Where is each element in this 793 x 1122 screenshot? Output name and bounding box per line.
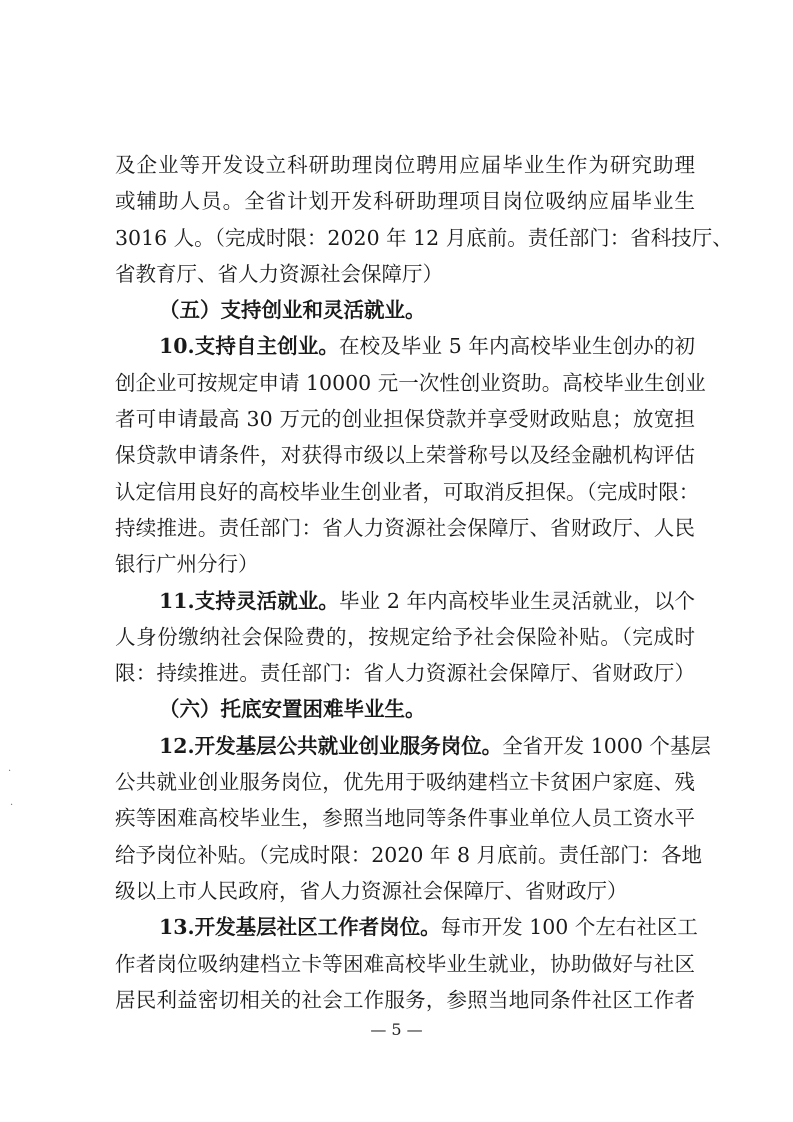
text-line (115, 837, 703, 873)
line-text: 创企业可按规定申请 10000 元一次性创业资助。高校毕业生创业 (115, 370, 706, 395)
line-text: 居民利益密切相关的社会工作服务，参照当地同条件社区工作者 (115, 987, 695, 1012)
line-text: 级以上市人民政府，省人力资源社会保障厅、省财政厅） (115, 878, 628, 903)
text-line (115, 583, 695, 619)
line-text: 限：持续推进。责任部门：省人力资源社会保障厅、省财政厅） (115, 661, 695, 686)
line-text: 持续推进。责任部门：省人力资源社会保障厅、省财政厅、人民 (115, 515, 695, 540)
text-line (115, 655, 695, 691)
text-line (115, 982, 695, 1018)
bold-heading: （五）支持创业和灵活就业。 (159, 298, 426, 323)
line-text: 毕业 2 年内高校毕业生灵活就业，以个 (339, 588, 695, 613)
text-line (115, 328, 695, 364)
text-line (115, 256, 695, 292)
line-text: 省教育厅、省人力资源社会保障厅） (115, 261, 443, 286)
line-text: 作者岗位吸纳建档立卡等困难高校毕业生就业，协助做好与社区 (115, 951, 695, 976)
text-line (115, 946, 695, 982)
line-text: 银行广州分行） (115, 552, 259, 577)
text-line (115, 183, 695, 219)
text-line (115, 401, 695, 437)
line-text: 给予岗位补贴。（完成时限：2020 年 8 月底前。责任部门：各地 (115, 842, 703, 867)
bold-heading: 12.开发基层公共就业创业服务岗位。 (159, 733, 503, 758)
line-text: 者可申请最高 30 万元的创业担保贷款并享受财政贴息；放宽担 (115, 407, 695, 432)
text-line (115, 510, 695, 546)
text-line (115, 292, 695, 328)
text-line (115, 909, 698, 945)
text-line (115, 728, 711, 764)
line-text: 保贷款申请条件，对获得市级以上荣誉称号以及经金融机构评估 (115, 443, 695, 468)
bold-heading: 10.支持自主创业。 (159, 334, 340, 359)
text-line (115, 546, 695, 582)
text-line (115, 691, 695, 727)
text-line (115, 220, 733, 256)
line-text: 全省开发 1000 个基层 (502, 733, 711, 758)
scan-mark: · (10, 800, 14, 811)
document-body (115, 147, 733, 1018)
bold-heading: 13.开发基层社区工作者岗位。 (159, 915, 441, 940)
text-line (115, 147, 695, 183)
line-text: 及企业等开发设立科研助理岗位聘用应届毕业生作为研究助理 (115, 153, 695, 177)
scan-mark: · (8, 766, 12, 777)
text-line (115, 619, 695, 655)
line-text: 人身份缴纳社会保险费的，按规定给予社会保险补贴。（完成时 (115, 624, 695, 649)
text-line (115, 365, 706, 401)
bold-heading: 11.支持灵活就业。 (159, 588, 340, 613)
bold-heading: （六）托底安置困难毕业生。 (159, 697, 426, 722)
text-line (115, 764, 695, 800)
line-text: 疾等困难高校毕业生，参照当地同等条件事业单位人员工资水平 (115, 806, 695, 831)
text-line (115, 800, 695, 836)
line-text: 或辅助人员。全省计划开发科研助理项目岗位吸纳应届毕业生 (115, 189, 695, 214)
text-line (115, 873, 695, 909)
line-text: 每市开发 100 个左右社区工 (440, 915, 698, 940)
line-text: 认定信用良好的高校毕业生创业者，可取消反担保。（完成时限： (115, 479, 700, 504)
line-text: 公共就业创业服务岗位，优先用于吸纳建档立卡贫困户家庭、残 (115, 770, 695, 795)
line-text: 在校及毕业 5 年内高校毕业生创办的初 (339, 334, 695, 359)
text-line (115, 437, 695, 473)
line-text: 3016 人。（完成时限：2020 年 12 月底前。责任部门：省科技厅、 (115, 225, 733, 250)
page-number: — 5 — (370, 1020, 423, 1039)
text-line (115, 474, 700, 510)
